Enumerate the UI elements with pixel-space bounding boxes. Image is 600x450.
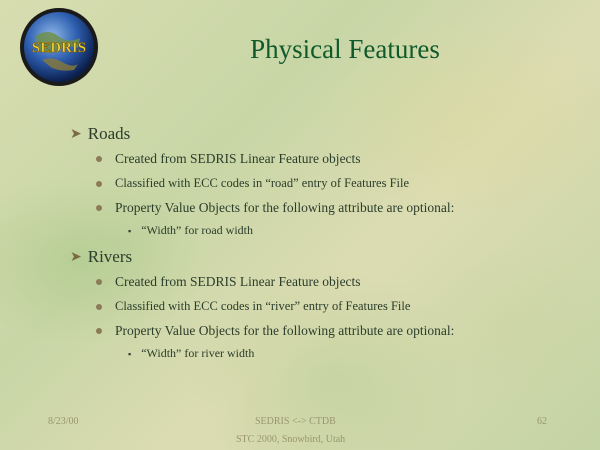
list-item-text: Created from SEDRIS Linear Feature objects [115,274,361,289]
footer-center: SEDRIS <-> CTDB [255,416,336,427]
list-item [96,176,409,191]
list-item-text: Property Value Objects for the following attribute are optional: [115,200,455,215]
list-item [96,274,361,290]
list-item-text: Property Value Objects for the following attribute are optional: [115,323,455,338]
sub-list-item-text: “Width” for river width [141,346,255,360]
sub-list-item-text: “Width” for road width [141,223,254,237]
arrow-bullet-icon: ➤ [70,126,82,142]
footer-event: STC 2000, Snowbird, Utah [236,434,346,445]
dot-bullet-icon [96,328,102,334]
sub-list-item [128,346,254,361]
dot-bullet-icon [96,304,102,310]
logo-text: SEDRIS [31,40,87,56]
list-item-text: Classified with ECC codes in “river” entry of Features File [115,299,411,313]
section-heading-roads [70,124,130,144]
section-heading-rivers [70,247,132,267]
list-item [96,151,361,167]
arrow-bullet-icon: ➤ [70,249,82,265]
section-heading-text: Roads [87,124,131,143]
dot-bullet-icon [96,279,102,285]
square-bullet-icon: ▪ [128,348,132,359]
list-item [96,323,454,339]
square-bullet-icon: ▪ [128,225,132,236]
list-item-text: Classified with ECC codes in “road” entry of Features File [115,176,410,190]
dot-bullet-icon [96,205,102,211]
list-item [96,200,454,216]
footer-date: 8/23/00 [48,416,79,427]
footer-page-number: 62 [537,416,547,427]
sub-list-item [128,223,253,238]
sedris-logo [18,6,100,88]
dot-bullet-icon [96,156,102,162]
list-item [96,299,410,314]
section-heading-text: Rivers [87,247,133,266]
list-item-text: Created from SEDRIS Linear Feature objects [115,151,361,166]
slide-title: Physical Features [250,34,440,64]
dot-bullet-icon [96,181,102,187]
